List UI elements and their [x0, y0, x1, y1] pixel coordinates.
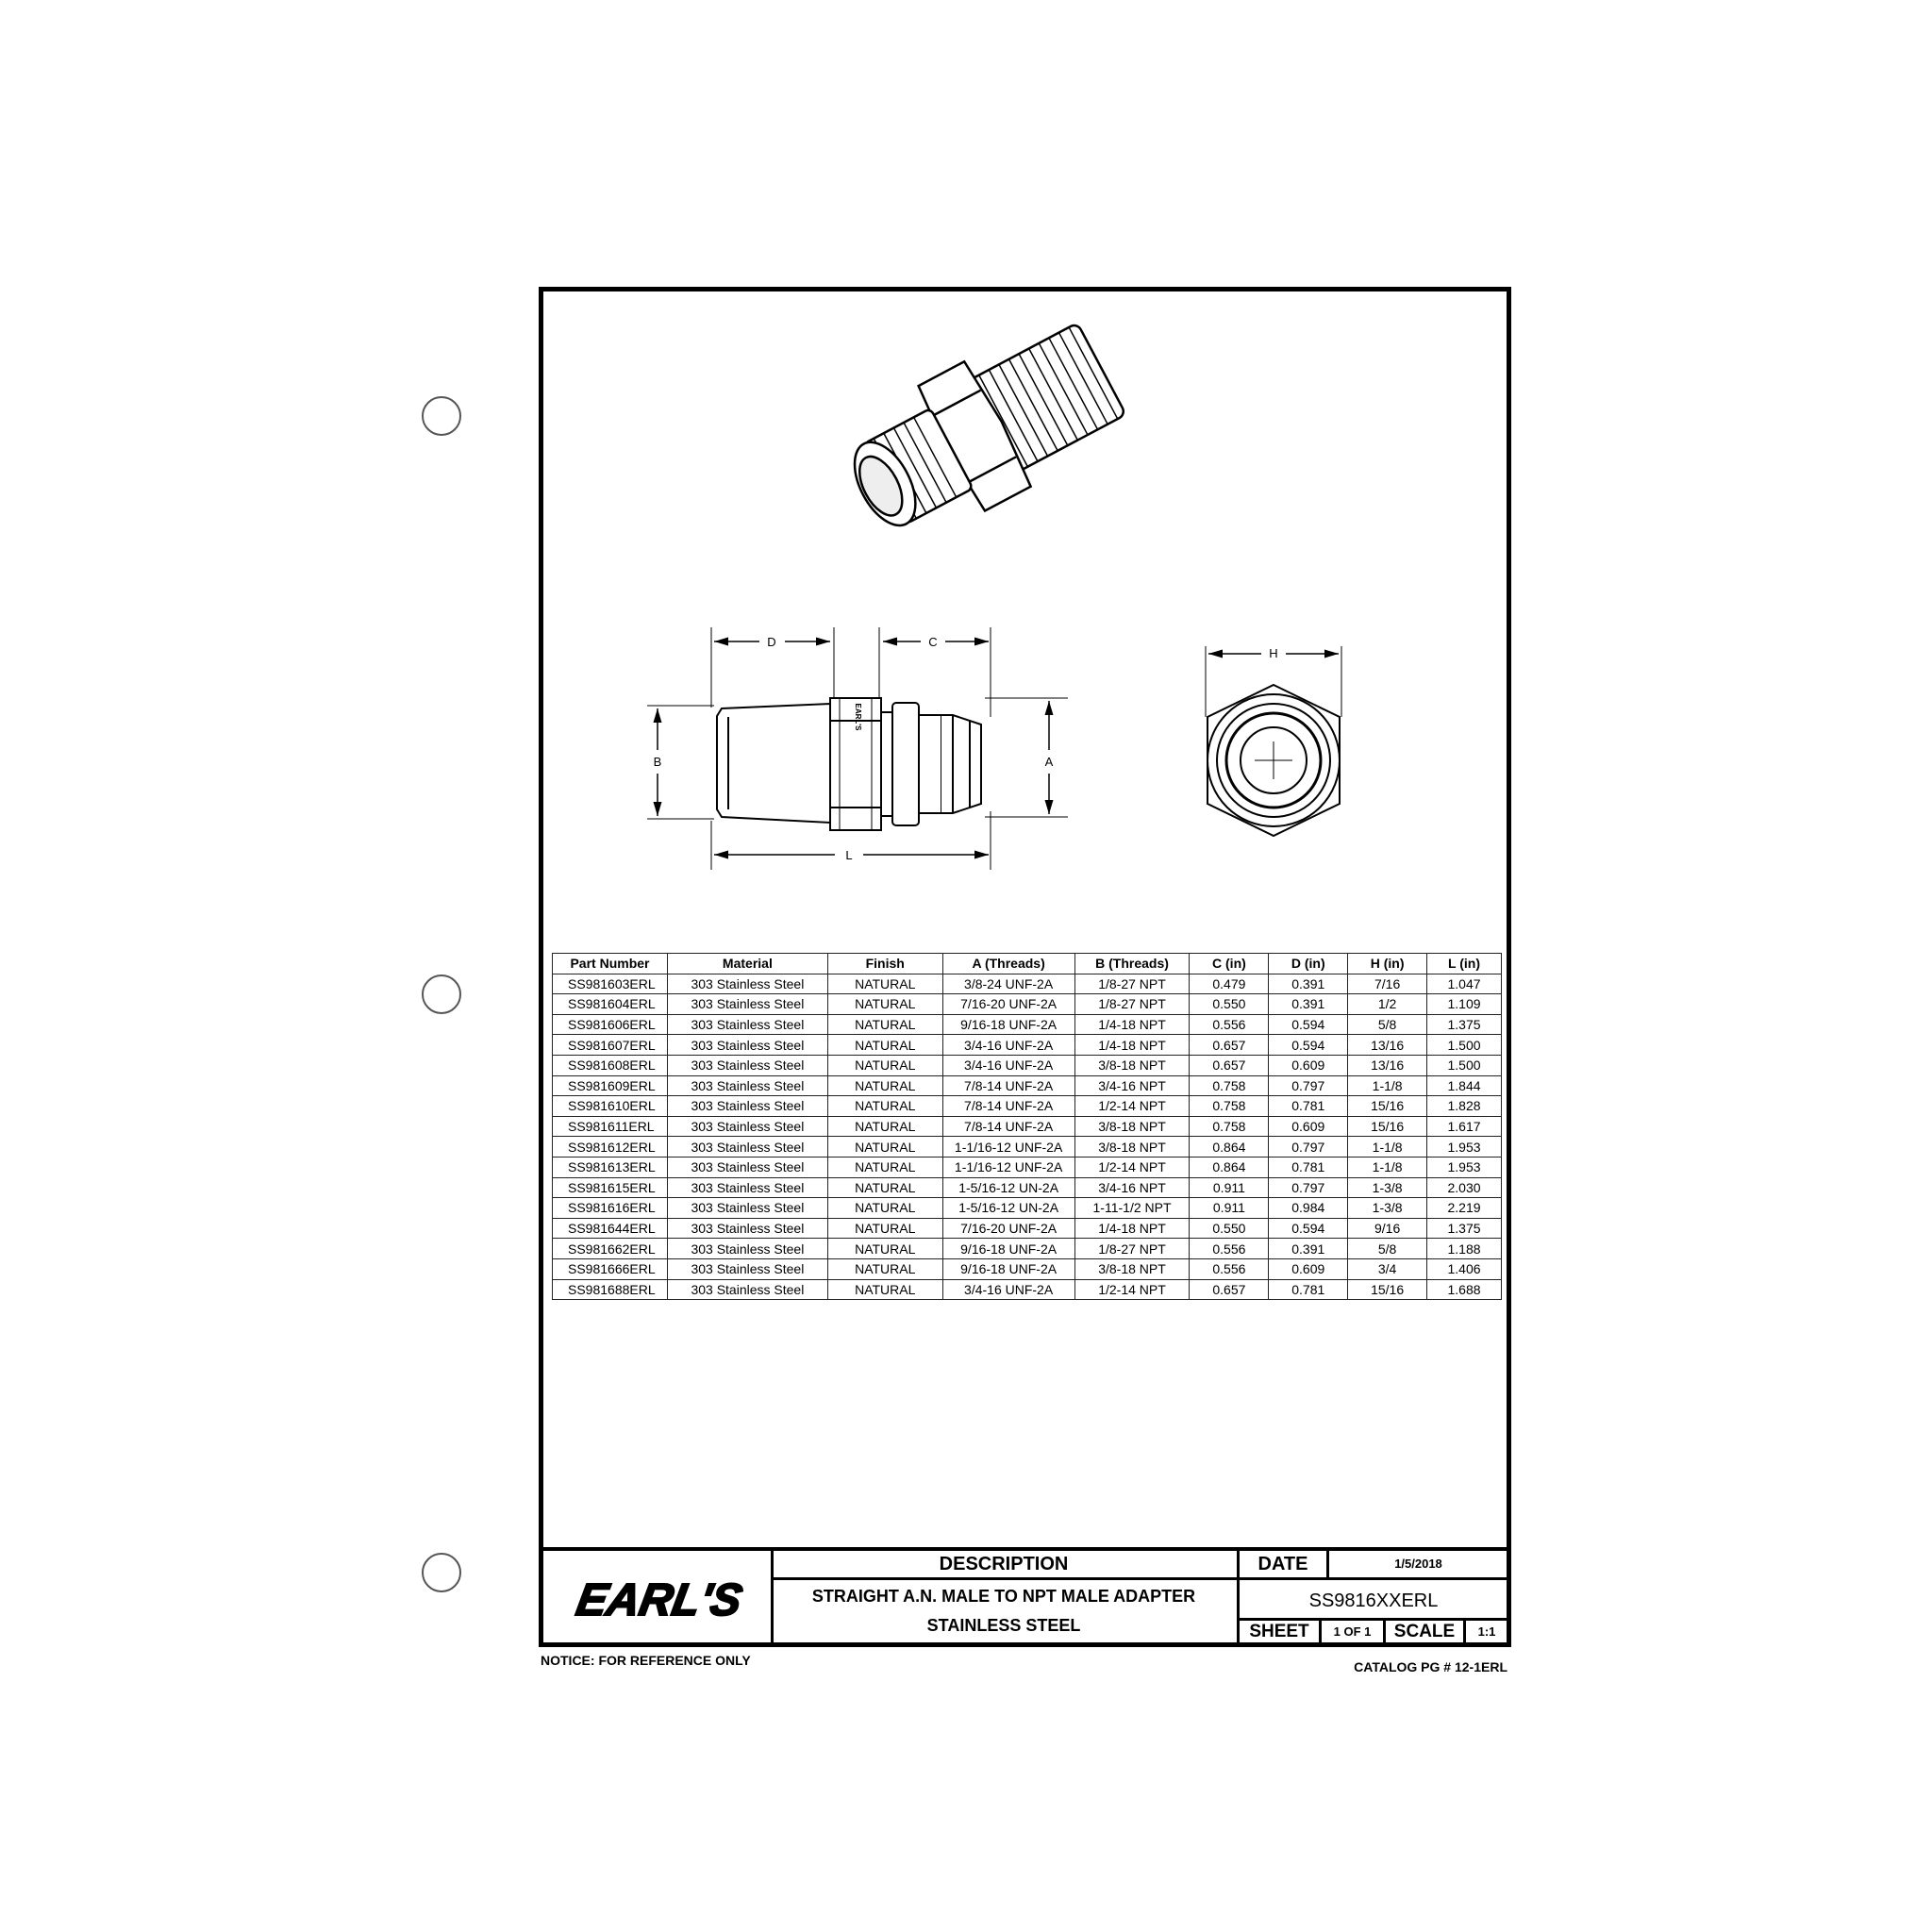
cell-c: 0.657 [1190, 1035, 1269, 1056]
cell-finish: NATURAL [827, 1014, 942, 1035]
cell-part-number: SS981606ERL [553, 1014, 668, 1035]
drawing-part-number: SS9816XXERL [1240, 1580, 1507, 1621]
cell-d: 0.609 [1269, 1116, 1348, 1137]
cell-c: 0.864 [1190, 1137, 1269, 1158]
cell-d: 0.797 [1269, 1137, 1348, 1158]
table-row [553, 1014, 1502, 1035]
table-row [553, 1177, 1502, 1198]
cell-finish: NATURAL [827, 1035, 942, 1056]
cell-c: 0.911 [1190, 1198, 1269, 1219]
cell-finish: NATURAL [827, 1279, 942, 1300]
table-row [553, 1055, 1502, 1075]
cell-part-number: SS981613ERL [553, 1157, 668, 1177]
cell-d: 0.781 [1269, 1157, 1348, 1177]
cell-d: 0.594 [1269, 1035, 1348, 1056]
cell-d: 0.781 [1269, 1279, 1348, 1300]
header-material: Material [667, 954, 827, 974]
cell-b-threads: 1-11-1/2 NPT [1074, 1198, 1190, 1219]
cell-b-threads: 3/4-16 NPT [1074, 1075, 1190, 1096]
cell-h: 5/8 [1348, 1239, 1427, 1259]
cell-material: 303 Stainless Steel [667, 1177, 827, 1198]
header-a-threads: A (Threads) [942, 954, 1074, 974]
cell-material: 303 Stainless Steel [667, 1279, 827, 1300]
cell-b-threads: 1/2-14 NPT [1074, 1157, 1190, 1177]
cell-a-threads: 3/4-16 UNF-2A [942, 1035, 1074, 1056]
table-row [553, 1096, 1502, 1117]
cell-b-threads: 3/8-18 NPT [1074, 1116, 1190, 1137]
cell-c: 0.758 [1190, 1096, 1269, 1117]
cell-finish: NATURAL [827, 1157, 942, 1177]
cell-d: 0.391 [1269, 994, 1348, 1015]
cell-d: 0.609 [1269, 1258, 1348, 1279]
cell-d: 0.609 [1269, 1055, 1348, 1075]
cell-b-threads: 1/8-27 NPT [1074, 994, 1190, 1015]
cell-finish: NATURAL [827, 1137, 942, 1158]
cell-a-threads: 9/16-18 UNF-2A [942, 1239, 1074, 1259]
cell-a-threads: 7/16-20 UNF-2A [942, 1218, 1074, 1239]
cell-h: 15/16 [1348, 1279, 1427, 1300]
cell-part-number: SS981607ERL [553, 1035, 668, 1056]
cell-a-threads: 9/16-18 UNF-2A [942, 1014, 1074, 1035]
cell-l: 1.617 [1427, 1116, 1502, 1137]
table-row [553, 1239, 1502, 1259]
cell-b-threads: 1/2-14 NPT [1074, 1096, 1190, 1117]
cell-b-threads: 3/8-18 NPT [1074, 1258, 1190, 1279]
table-row [553, 1137, 1502, 1158]
cell-d: 0.797 [1269, 1075, 1348, 1096]
cell-part-number: SS981612ERL [553, 1137, 668, 1158]
header-b-threads: B (Threads) [1074, 954, 1190, 974]
scale-value: 1:1 [1477, 1624, 1496, 1639]
cell-part-number: SS981688ERL [553, 1279, 668, 1300]
description-line-2: STAINLESS STEEL [926, 1616, 1081, 1635]
cell-h: 1-1/8 [1348, 1137, 1427, 1158]
cell-l: 1.844 [1427, 1075, 1502, 1096]
cell-h: 15/16 [1348, 1116, 1427, 1137]
cell-finish: NATURAL [827, 1239, 942, 1259]
cell-c: 0.758 [1190, 1075, 1269, 1096]
cell-part-number: SS981616ERL [553, 1198, 668, 1219]
table-row [553, 1218, 1502, 1239]
cell-h: 9/16 [1348, 1218, 1427, 1239]
cell-material: 303 Stainless Steel [667, 1035, 827, 1056]
cell-a-threads: 9/16-18 UNF-2A [942, 1258, 1074, 1279]
dim-label-h: H [1269, 646, 1278, 660]
cell-c: 0.479 [1190, 974, 1269, 994]
cell-a-threads: 1-1/16-12 UNF-2A [942, 1157, 1074, 1177]
cell-h: 13/16 [1348, 1055, 1427, 1075]
description-line-1: STRAIGHT A.N. MALE TO NPT MALE ADAPTER [811, 1587, 1196, 1606]
earls-logo [542, 1551, 774, 1643]
cell-h: 1/2 [1348, 994, 1427, 1015]
cell-finish: NATURAL [827, 1218, 942, 1239]
cell-b-threads: 1/2-14 NPT [1074, 1279, 1190, 1300]
cell-a-threads: 7/8-14 UNF-2A [942, 1096, 1074, 1117]
cell-material: 303 Stainless Steel [667, 1218, 827, 1239]
cell-finish: NATURAL [827, 1177, 942, 1198]
cell-part-number: SS981615ERL [553, 1177, 668, 1198]
cell-finish: NATURAL [827, 1258, 942, 1279]
cell-l: 1.047 [1427, 974, 1502, 994]
cell-a-threads: 3/8-24 UNF-2A [942, 974, 1074, 994]
date-value: 1/5/2018 [1329, 1551, 1507, 1580]
cell-a-threads: 7/8-14 UNF-2A [942, 1116, 1074, 1137]
cell-l: 1.500 [1427, 1055, 1502, 1075]
cell-b-threads: 3/4-16 NPT [1074, 1177, 1190, 1198]
cell-material: 303 Stainless Steel [667, 1116, 827, 1137]
cell-c: 0.556 [1190, 1239, 1269, 1259]
cell-material: 303 Stainless Steel [667, 974, 827, 994]
cell-l: 1.953 [1427, 1157, 1502, 1177]
cell-c: 0.864 [1190, 1157, 1269, 1177]
cell-finish: NATURAL [827, 1116, 942, 1137]
header-d: D (in) [1269, 954, 1348, 974]
table-row [553, 1157, 1502, 1177]
cell-a-threads: 1-5/16-12 UN-2A [942, 1177, 1074, 1198]
cell-material: 303 Stainless Steel [667, 1239, 827, 1259]
cell-l: 1.406 [1427, 1258, 1502, 1279]
cell-d: 0.984 [1269, 1198, 1348, 1219]
cell-c: 0.657 [1190, 1279, 1269, 1300]
cell-l: 1.188 [1427, 1239, 1502, 1259]
table-row [553, 1075, 1502, 1096]
cell-material: 303 Stainless Steel [667, 1055, 827, 1075]
cell-a-threads: 7/16-20 UNF-2A [942, 994, 1074, 1015]
dim-label-c: C [928, 635, 938, 649]
header-part-number: Part Number [553, 954, 668, 974]
cell-l: 1.375 [1427, 1218, 1502, 1239]
reference-notice: NOTICE: FOR REFERENCE ONLY [541, 1653, 751, 1668]
header-finish: Finish [827, 954, 942, 974]
table-row [553, 1198, 1502, 1219]
cell-l: 1.109 [1427, 994, 1502, 1015]
cell-material: 303 Stainless Steel [667, 1075, 827, 1096]
parts-table-header [553, 954, 1502, 974]
cell-c: 0.556 [1190, 1014, 1269, 1035]
dim-label-l: L [845, 848, 853, 862]
cell-part-number: SS981662ERL [553, 1239, 668, 1259]
cell-part-number: SS981611ERL [553, 1116, 668, 1137]
scale-label: SCALE [1386, 1621, 1466, 1643]
cell-c: 0.758 [1190, 1116, 1269, 1137]
cell-part-number: SS981604ERL [553, 994, 668, 1015]
cell-material: 303 Stainless Steel [667, 1096, 827, 1117]
cell-d: 0.391 [1269, 974, 1348, 994]
cell-h: 3/4 [1348, 1258, 1427, 1279]
cell-l: 1.375 [1427, 1014, 1502, 1035]
cell-material: 303 Stainless Steel [667, 1258, 827, 1279]
parts-table [552, 953, 1502, 1300]
cell-h: 13/16 [1348, 1035, 1427, 1056]
cell-b-threads: 3/8-18 NPT [1074, 1055, 1190, 1075]
catalog-page: CATALOG PG # 12-1ERL [1354, 1659, 1507, 1674]
cell-material: 303 Stainless Steel [667, 1157, 827, 1177]
cell-finish: NATURAL [827, 994, 942, 1015]
cell-d: 0.781 [1269, 1096, 1348, 1117]
description-header: DESCRIPTION [771, 1551, 1240, 1580]
sheet-value: 1 OF 1 [1322, 1621, 1386, 1643]
cell-h: 1-1/8 [1348, 1157, 1427, 1177]
cell-b-threads: 1/4-18 NPT [1074, 1035, 1190, 1056]
cell-finish: NATURAL [827, 1055, 942, 1075]
cell-b-threads: 1/4-18 NPT [1074, 1218, 1190, 1239]
cell-b-threads: 1/8-27 NPT [1074, 1239, 1190, 1259]
table-row [553, 994, 1502, 1015]
cell-b-threads: 1/8-27 NPT [1074, 974, 1190, 994]
cell-part-number: SS981610ERL [553, 1096, 668, 1117]
cell-d: 0.797 [1269, 1177, 1348, 1198]
cell-material: 303 Stainless Steel [667, 1014, 827, 1035]
cell-part-number: SS981644ERL [553, 1218, 668, 1239]
dim-label-b: B [653, 755, 662, 769]
cell-material: 303 Stainless Steel [667, 1198, 827, 1219]
cell-l: 1.828 [1427, 1096, 1502, 1117]
cell-l: 2.030 [1427, 1177, 1502, 1198]
hex-marking: EARL'S [854, 703, 862, 731]
cell-part-number: SS981608ERL [553, 1055, 668, 1075]
header-h: H (in) [1348, 954, 1427, 974]
cell-d: 0.594 [1269, 1218, 1348, 1239]
cell-c: 0.556 [1190, 1258, 1269, 1279]
logo-text: EARL'S [573, 1574, 746, 1625]
title-block [542, 1547, 1507, 1643]
cell-finish: NATURAL [827, 1096, 942, 1117]
cell-finish: NATURAL [827, 1075, 942, 1096]
cell-b-threads: 3/8-18 NPT [1074, 1137, 1190, 1158]
cell-h: 1-3/8 [1348, 1198, 1427, 1219]
cell-d: 0.391 [1269, 1239, 1348, 1259]
cell-a-threads: 7/8-14 UNF-2A [942, 1075, 1074, 1096]
cell-h: 7/16 [1348, 974, 1427, 994]
cell-part-number: SS981666ERL [553, 1258, 668, 1279]
end-view [1206, 646, 1341, 836]
cell-c: 0.657 [1190, 1055, 1269, 1075]
table-row [553, 1035, 1502, 1056]
cell-part-number: SS981609ERL [553, 1075, 668, 1096]
dim-label-d: D [767, 635, 776, 649]
cell-part-number: SS981603ERL [553, 974, 668, 994]
cell-a-threads: 3/4-16 UNF-2A [942, 1055, 1074, 1075]
header-l: L (in) [1427, 954, 1502, 974]
cell-a-threads: 3/4-16 UNF-2A [942, 1279, 1074, 1300]
cell-b-threads: 1/4-18 NPT [1074, 1014, 1190, 1035]
cell-h: 1-1/8 [1348, 1075, 1427, 1096]
date-header: DATE [1240, 1551, 1329, 1580]
table-row [553, 1258, 1502, 1279]
table-row [553, 1116, 1502, 1137]
cell-h: 5/8 [1348, 1014, 1427, 1035]
cell-l: 2.219 [1427, 1198, 1502, 1219]
cell-c: 0.550 [1190, 994, 1269, 1015]
cell-l: 1.953 [1427, 1137, 1502, 1158]
cell-a-threads: 1-5/16-12 UN-2A [942, 1198, 1074, 1219]
cell-finish: NATURAL [827, 974, 942, 994]
cell-c: 0.911 [1190, 1177, 1269, 1198]
cell-h: 1-3/8 [1348, 1177, 1427, 1198]
isometric-fitting-view [830, 307, 1135, 558]
cell-material: 303 Stainless Steel [667, 1137, 827, 1158]
cell-c: 0.550 [1190, 1218, 1269, 1239]
dim-label-a: A [1044, 755, 1054, 769]
table-row [553, 974, 1502, 994]
cell-h: 15/16 [1348, 1096, 1427, 1117]
header-c: C (in) [1190, 954, 1269, 974]
cell-l: 1.688 [1427, 1279, 1502, 1300]
cell-a-threads: 1-1/16-12 UNF-2A [942, 1137, 1074, 1158]
table-row [553, 1279, 1502, 1300]
cell-material: 303 Stainless Steel [667, 994, 827, 1015]
side-elevation-view [647, 627, 1068, 870]
description [771, 1580, 1240, 1643]
cell-finish: NATURAL [827, 1198, 942, 1219]
sheet-label: SHEET [1240, 1621, 1322, 1643]
cell-d: 0.594 [1269, 1014, 1348, 1035]
cell-l: 1.500 [1427, 1035, 1502, 1056]
